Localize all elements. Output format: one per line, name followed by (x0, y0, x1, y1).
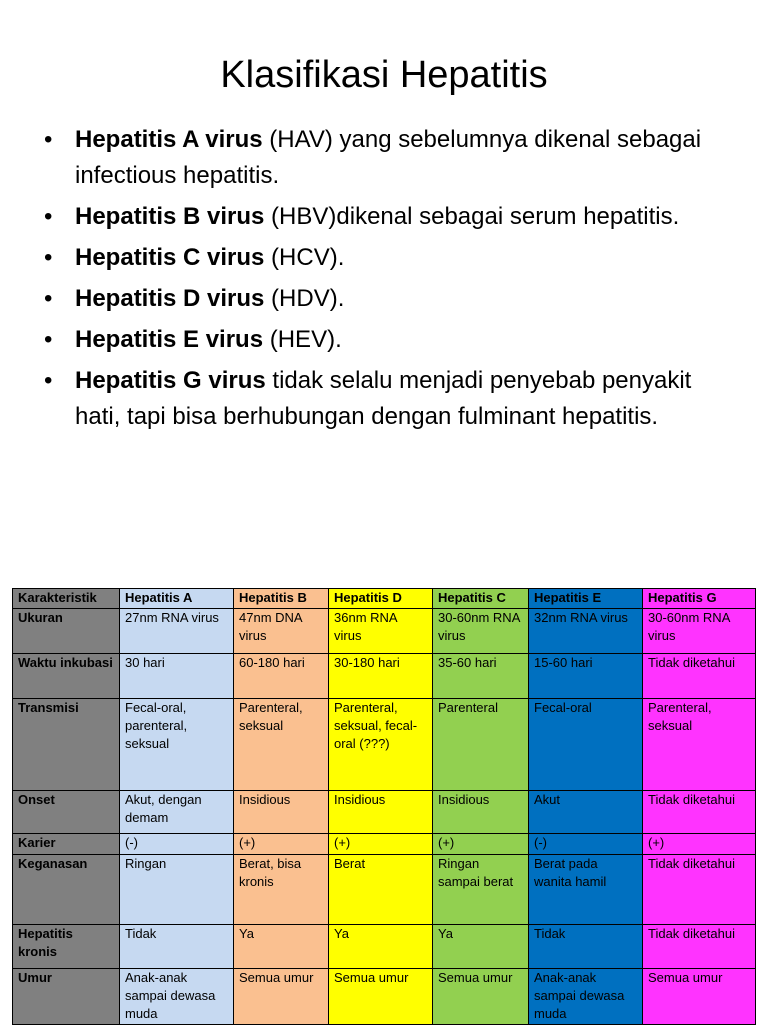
table-cell: Fecal-oral, parenteral, seksual (120, 699, 234, 791)
table-cell: Ringan (120, 855, 234, 925)
table-cell: Parenteral, seksual (234, 699, 329, 791)
table-cell: 15-60 hari (529, 654, 643, 699)
bullet-text: (HDV). (264, 285, 345, 312)
bullet-text: tidak selalu menjadi penyebab penyakit hati, tapi bisa berhubungan dengan fulminant hepatitis. (75, 367, 692, 430)
table-cell: 32nm RNA virus (529, 609, 643, 654)
table-cell: 30-180 hari (329, 654, 433, 699)
table-cell: 35-60 hari (433, 654, 529, 699)
table-cell: Parenteral, seksual (643, 699, 756, 791)
bullet-hdv (44, 281, 734, 317)
table-cell: Umur (13, 969, 120, 1025)
table-cell: Onset (13, 791, 120, 834)
table-cell: Tidak diketahui (643, 791, 756, 834)
bullet-hav (44, 122, 734, 194)
table-cell: (+) (234, 834, 329, 855)
table-cell: Insidious (433, 791, 529, 834)
table-cell: Ya (433, 925, 529, 969)
table-cell: Semua umur (329, 969, 433, 1025)
header-cell: Hepatitis D (329, 589, 433, 609)
table-row (13, 699, 756, 791)
table-cell: 60-180 hari (234, 654, 329, 699)
table-cell: Tidak (529, 925, 643, 969)
table-cell: 30-60nm RNA virus (643, 609, 756, 654)
table-cell: (+) (643, 834, 756, 855)
header-cell: Karakteristik (13, 589, 120, 609)
bullet-text: (HAV) yang sebelumnya dikenal sebagai infectious hepatitis. (75, 126, 702, 189)
table-cell: Anak-anak sampai dewasa muda (120, 969, 234, 1025)
bullet-text: (HEV). (263, 326, 342, 353)
table-cell: Tidak diketahui (643, 654, 756, 699)
table-row (13, 925, 756, 969)
table-cell: Hepatitis kronis (13, 925, 120, 969)
page-title: Klasifikasi Hepatitis (220, 54, 548, 96)
bullet-virus-name: Hepatitis D virus (75, 285, 265, 312)
table-row (13, 969, 756, 1025)
bullet-dot-icon: • (44, 367, 53, 394)
table-cell: (+) (329, 834, 433, 855)
table-cell: Semua umur (234, 969, 329, 1025)
table-row (13, 609, 756, 654)
table-cell: Karier (13, 834, 120, 855)
table-cell: Tidak (120, 925, 234, 969)
bullet-hev (44, 322, 734, 358)
table-cell: Fecal-oral (529, 699, 643, 791)
table-cell: (-) (120, 834, 234, 855)
bullet-list (44, 122, 734, 440)
bullet-virus-name: Hepatitis B virus (75, 203, 265, 230)
table-row (13, 855, 756, 925)
header-cell: Hepatitis C (433, 589, 529, 609)
table-cell: Ya (234, 925, 329, 969)
table-cell: Tidak diketahui (643, 925, 756, 969)
bullet-dot-icon: • (44, 285, 53, 312)
bullet-dot-icon: • (44, 203, 53, 230)
table-cell: Berat (329, 855, 433, 925)
bullet-hbv (44, 199, 734, 235)
table-cell: Insidious (329, 791, 433, 834)
bullet-virus-name: Hepatitis G virus (75, 367, 266, 394)
header-cell: Hepatitis E (529, 589, 643, 609)
table-cell: (+) (433, 834, 529, 855)
table-cell: Keganasan (13, 855, 120, 925)
table-cell: (-) (529, 834, 643, 855)
bullet-dot-icon: • (44, 244, 53, 271)
bullet-text: (HBV)dikenal sebagai serum hepatitis. (264, 203, 680, 230)
table-cell: Ringan sampai berat (433, 855, 529, 925)
table-cell: Semua umur (643, 969, 756, 1025)
table-cell: 47nm DNA virus (234, 609, 329, 654)
table-cell: Semua umur (433, 969, 529, 1025)
table-row (13, 654, 756, 699)
bullet-dot-icon: • (44, 326, 53, 353)
table-cell: Transmisi (13, 699, 120, 791)
table-cell: Akut, dengan demam (120, 791, 234, 834)
table-row (13, 791, 756, 834)
bullet-virus-name: Hepatitis A virus (75, 126, 263, 153)
table-cell: 30 hari (120, 654, 234, 699)
table-cell: Akut (529, 791, 643, 834)
table-cell: Waktu inkubasi (13, 654, 120, 699)
table-cell: 30-60nm RNA virus (433, 609, 529, 654)
table-cell: Parenteral (433, 699, 529, 791)
table-cell: Ya (329, 925, 433, 969)
table-cell: 27nm RNA virus (120, 609, 234, 654)
table-cell: Tidak diketahui (643, 855, 756, 925)
table-header-row (13, 589, 756, 609)
bullet-hgv (44, 363, 734, 435)
bullet-virus-name: Hepatitis C virus (75, 244, 265, 271)
header-cell: Hepatitis B (234, 589, 329, 609)
hepatitis-comparison-table (12, 588, 756, 1025)
table-cell: 36nm RNA virus (329, 609, 433, 654)
table-cell: Parenteral, seksual, fecal-oral (???) (329, 699, 433, 791)
header-cell: Hepatitis A (120, 589, 234, 609)
bullet-hcv (44, 240, 734, 276)
bullet-dot-icon: • (44, 126, 53, 153)
table-row (13, 834, 756, 855)
table-cell: Anak-anak sampai dewasa muda (529, 969, 643, 1025)
bullet-virus-name: Hepatitis E virus (75, 326, 264, 353)
table-cell: Berat pada wanita hamil (529, 855, 643, 925)
table-cell: Berat, bisa kronis (234, 855, 329, 925)
bullet-text: (HCV). (264, 244, 345, 271)
table-cell: Insidious (234, 791, 329, 834)
table-cell: Ukuran (13, 609, 120, 654)
header-cell: Hepatitis G (643, 589, 756, 609)
